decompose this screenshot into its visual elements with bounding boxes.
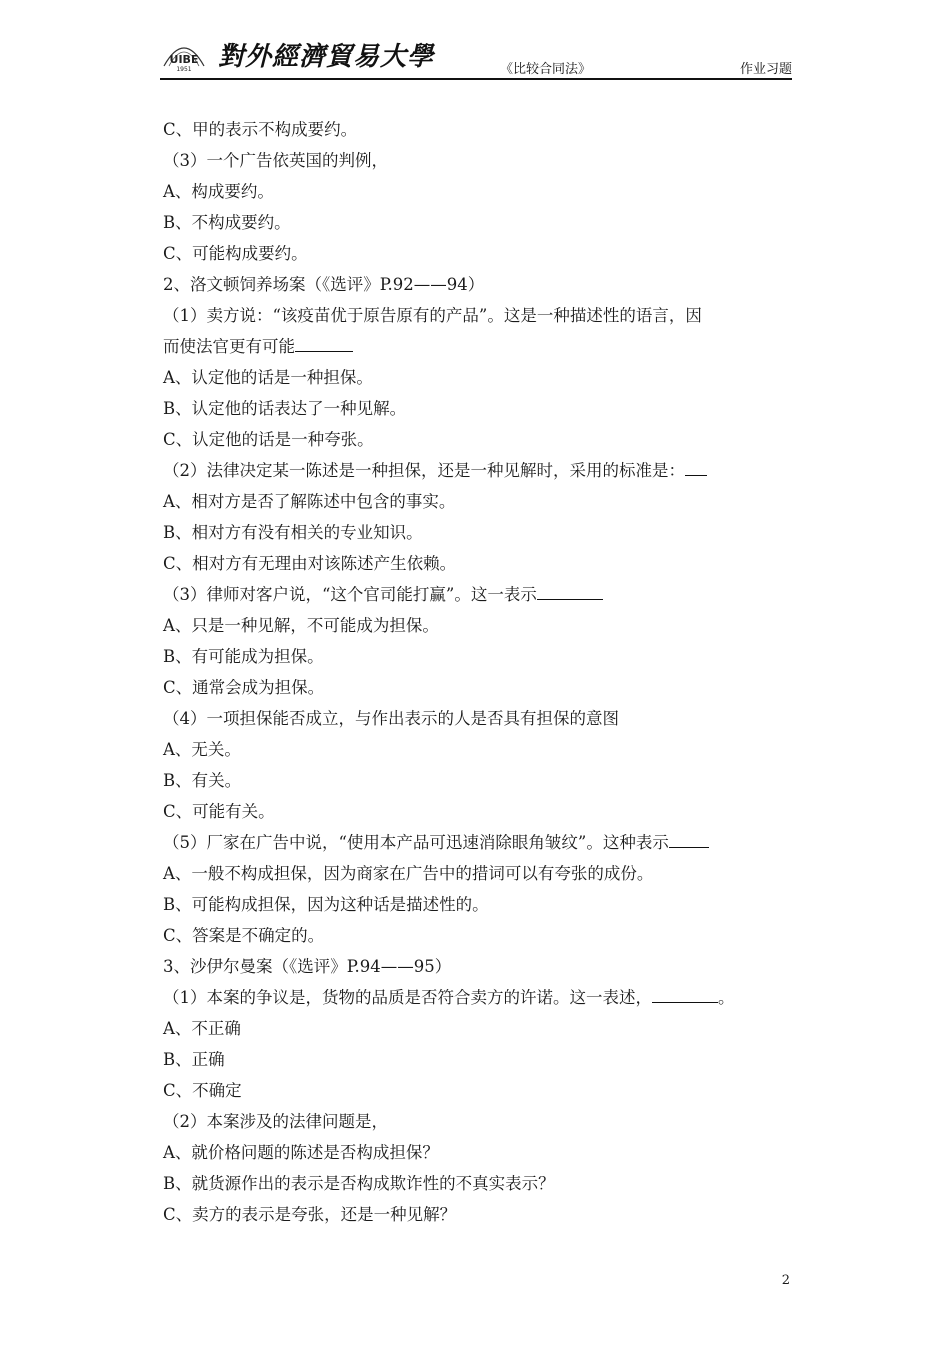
text-line-with-blank <box>163 331 791 362</box>
answer-blank <box>537 585 603 600</box>
text-line: （4）一项担保能否成立，与作出表示的人是否具有担保的意图 <box>163 709 619 728</box>
text-line: （1）卖方说：“该疫苗优于原告原有的产品”。这是一种描述性的语言，因 <box>163 306 702 325</box>
text-line-with-blank <box>163 982 791 1013</box>
svg-text:1951: 1951 <box>176 66 192 72</box>
course-title: 《比较合同法》 <box>500 62 592 77</box>
question-text: （1）本案的争议是，货物的品质是否符合卖方的许诺。这一表述， <box>163 988 652 1007</box>
question-text: （3）律师对客户说，“这个官司能打赢”。这一表示 <box>163 585 537 604</box>
text-line: B、相对方有没有相关的专业知识。 <box>163 523 423 542</box>
university-name: 對外經濟貿易大學 <box>218 42 435 72</box>
document-type: 作业习题 <box>739 62 792 77</box>
text-line: （3）一个广告依英国的判例， <box>163 151 388 170</box>
text-line: C、认定他的话是一种夸张。 <box>163 430 374 449</box>
text-line: A、只是一种见解，不可能成为担保。 <box>163 616 439 635</box>
text-line: C、不确定 <box>163 1081 242 1100</box>
text-line: （2）本案涉及的法律问题是， <box>163 1112 388 1131</box>
text-line: C、可能有关。 <box>163 802 275 821</box>
text-line: A、就价格问题的陈述是否构成担保？ <box>163 1143 439 1162</box>
text-line: B、认定他的话表达了一种见解。 <box>163 399 407 418</box>
text-line: C、通常会成为担保。 <box>163 678 325 697</box>
question-text: 而使法官更有可能 <box>163 337 295 356</box>
question-list <box>163 114 791 1230</box>
text-line: B、就货源作出的表示是否构成欺诈性的不真实表示？ <box>163 1174 555 1193</box>
answer-blank <box>685 461 707 476</box>
text-line-with-blank <box>163 579 791 610</box>
page-header <box>160 30 792 80</box>
text-line: A、不正确 <box>163 1019 241 1038</box>
svg-text:UIBE: UIBE <box>169 53 199 66</box>
text-line: B、有可能成为担保。 <box>163 647 324 666</box>
question-text: （5）厂家在广告中说，“使用本产品可迅速消除眼角皱纹”。这种表示 <box>163 833 669 852</box>
text-line: A、相对方是否了解陈述中包含的事实。 <box>163 492 456 511</box>
university-logo-icon <box>160 36 208 72</box>
text-line: A、构成要约。 <box>163 182 274 201</box>
text-line: A、无关。 <box>163 740 241 759</box>
text-line: C、可能构成要约。 <box>163 244 308 263</box>
text-line: A、一般不构成担保，因为商家在广告中的措词可以有夸张的成份。 <box>163 864 654 883</box>
text-line-with-blank <box>163 455 791 486</box>
answer-blank <box>669 833 709 848</box>
text-line: A、认定他的话是一种担保。 <box>163 368 373 387</box>
text-line: C、卖方的表示是夸张，还是一种见解？ <box>163 1205 457 1224</box>
question-text: （2）法律决定某一陈述是一种担保，还是一种见解时，采用的标准是： <box>163 461 685 480</box>
text-line: B、正确 <box>163 1050 225 1069</box>
page-number: 2 <box>781 1273 790 1288</box>
text-line: B、可能构成担保，因为这种话是描述性的。 <box>163 895 489 914</box>
answer-blank <box>652 988 718 1003</box>
answer-blank <box>295 337 353 352</box>
text-line-with-blank <box>163 827 791 858</box>
text-line: 2、洛文顿饲养场案（《选评》P.92——94） <box>163 275 485 294</box>
text-line: 3、沙伊尔曼案（《选评》P.94——95） <box>163 957 452 976</box>
header-rule <box>160 78 792 80</box>
line-end-punct: 。 <box>718 988 735 1007</box>
text-line: B、有关。 <box>163 771 242 790</box>
text-line: C、甲的表示不构成要约。 <box>163 120 358 139</box>
text-line: C、相对方有无理由对该陈述产生依赖。 <box>163 554 457 573</box>
text-line: B、不构成要约。 <box>163 213 291 232</box>
text-line: C、答案是不确定的。 <box>163 926 325 945</box>
